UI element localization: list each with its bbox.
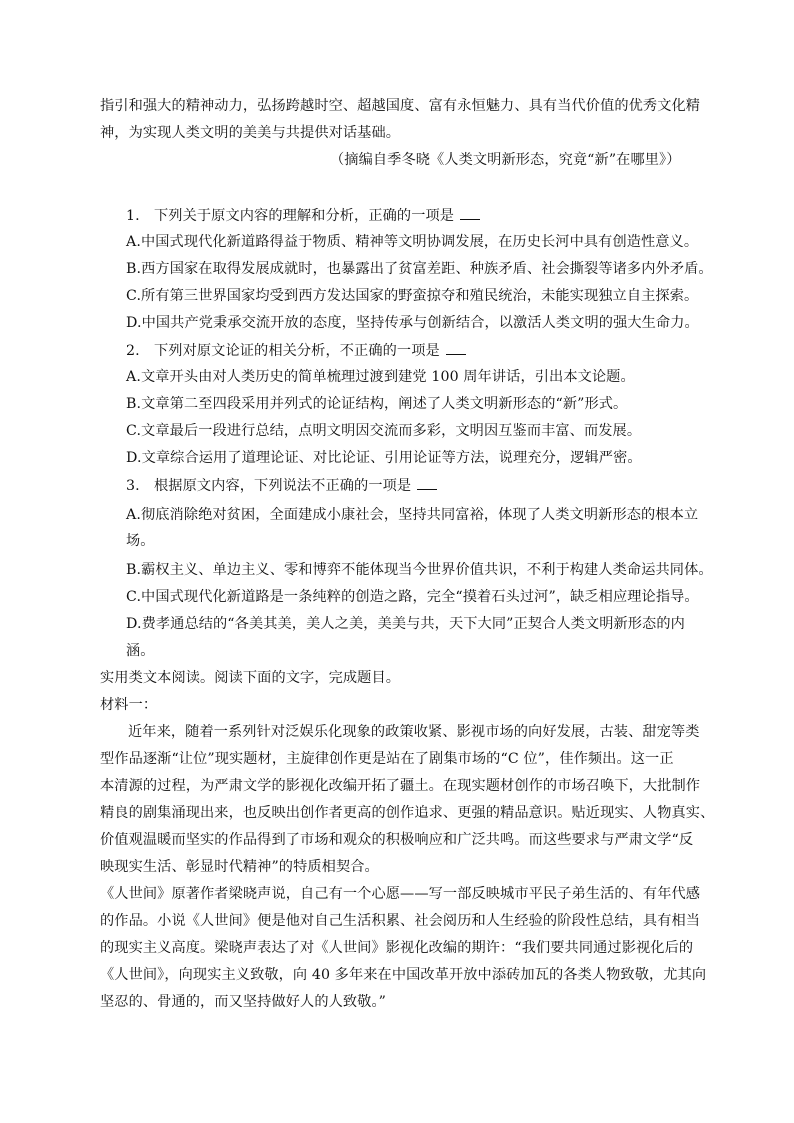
paragraph-2-line: 的作品。小说《人世间》便是他对自己生活积累、社会阅历和人生经验的阶段性总结，具有相当 — [100, 913, 701, 929]
paragraph-1-line: 价值观温暖而坚实的作品得到了市场和观众的积极响应和广泛共鸣。而这些要求与严肃文学“反 — [100, 832, 694, 848]
q1-option-c: C.所有第三世界国家均受到西方发达国家的野蛮掠夺和殖民统治，未能实现独立自主探索。 — [126, 288, 699, 304]
q3-option-c: C.中国式现代化新道路是一条纯粹的创造之路，完全“摸着石头过河”，缺乏相应理论指导。 — [126, 589, 699, 605]
question-3-stem — [126, 475, 437, 496]
paragraph-1-line: 映现实生活、彰显时代精神”的特质相契合。 — [100, 859, 379, 875]
question-3-text: 3. 根据原文内容，下列说法不正确的一项是 — [126, 478, 412, 494]
q2-option-c: C.文章最后一段进行总结，点明文明因交流而多彩，文明因互鉴而丰富、而发展。 — [126, 423, 642, 439]
paragraph-1-line: 型作品逐渐“让位”现实题材，主旋律创作更是站在了剧集市场的“C 位”，佳作频出。这一正 — [100, 751, 674, 767]
section-heading: 实用类文本阅读。阅读下面的文字，完成题目。 — [100, 670, 401, 686]
paragraph-1-line: 精良的剧集涌现出来，也反映出创作者更高的创作追求、更强的精品意识。贴近现实、人物真实、 — [100, 805, 715, 821]
q2-option-b: B.文章第二至四段采用并列式的论证结构，阐述了人类文明新形态的“新”形式。 — [126, 396, 628, 412]
q1-option-d: D.中国共产党秉承交流开放的态度，坚持传承与创新结合，以激活人类文明的强大生命力。 — [126, 315, 699, 331]
answer-blank — [417, 475, 437, 490]
intro-line-2: 神，为实现人类文明的美美与共提供对话基础。 — [100, 125, 401, 141]
q1-option-b: B.西方国家在取得发展成就时，也暴露出了贫富差距、种族矛盾、社会撕裂等诸多内外矛盾。 — [126, 261, 713, 277]
q3-option-a-line-2: 场。 — [126, 533, 155, 549]
paragraph-2-line: 《人世间》原著作者梁晓声说，自己有一个心愿——写一部反映城市平民子弟生活的、有年代感 — [100, 886, 701, 902]
paragraph-1-line: 本清源的过程，为严肃文学的影视化改编开拓了疆土。在现实题材创作的市场召唤下，大批制作 — [100, 778, 701, 794]
q2-option-a: A.文章开头由对人类历史的简单梳理过渡到建党 100 周年讲话，引出本文论题。 — [126, 369, 635, 385]
paragraph-1-line: 近年来，随着一系列针对泛娱乐化现象的政策收紧、影视市场的向好发展，古装、甜宠等类 — [128, 724, 700, 740]
material-label: 材料一： — [100, 697, 158, 713]
question-2-stem — [126, 340, 466, 361]
q2-option-d: D.文章综合运用了道理论证、对比论证、引用论证等方法，说理充分，逻辑严密。 — [126, 450, 642, 466]
q3-option-d-line-2: 涵。 — [126, 643, 155, 659]
paragraph-2-line: 《人世间》，向现实主义致敬，向 40 多年来在中国改革开放中添砖加瓦的各类人物致敬，尤其向 — [100, 967, 707, 983]
question-1-stem — [126, 205, 480, 226]
q3-option-b: B.霸权主义、单边主义、零和博弈不能体现当今世界价值共识，不利于构建人类命运共同体。 — [126, 562, 713, 578]
source-citation: （摘编自季冬晓《人类文明新形态，究竟“新”在哪里》） — [330, 152, 681, 168]
question-1-text: 1. 下列关于原文内容的理解和分析，正确的一项是 — [126, 208, 455, 224]
q3-option-a-line-1: A.彻底消除绝对贫困，全面建成小康社会，坚持共同富裕，体现了人类文明新形态的根本立 — [126, 507, 699, 523]
question-2-text: 2. 下列对原文论证的相关分析，不正确的一项是 — [126, 343, 440, 359]
q1-option-a: A.中国式现代化新道路得益于物质、精神等文明协调发展，在历史长河中具有创造性意义。 — [126, 234, 699, 250]
intro-line-1: 指引和强大的精神动力，弘扬跨越时空、超越国度、富有永恒魅力、具有当代价值的优秀文化精 — [100, 98, 701, 114]
answer-blank — [460, 205, 480, 220]
q3-option-d-line-1: D.费孝通总结的“各美其美，美人之美，美美与共，天下大同”正契合人类文明新形态的内 — [126, 616, 685, 632]
paragraph-2-line: 坚忍的、骨通的，而又坚持做好人的人致敬。” — [100, 994, 387, 1010]
paragraph-2-line: 的现实主义高度。梁晓声表达了对《人世间》影视化改编的期许：“我们要共同通过影视化后的 — [100, 940, 694, 956]
answer-blank — [446, 340, 466, 355]
